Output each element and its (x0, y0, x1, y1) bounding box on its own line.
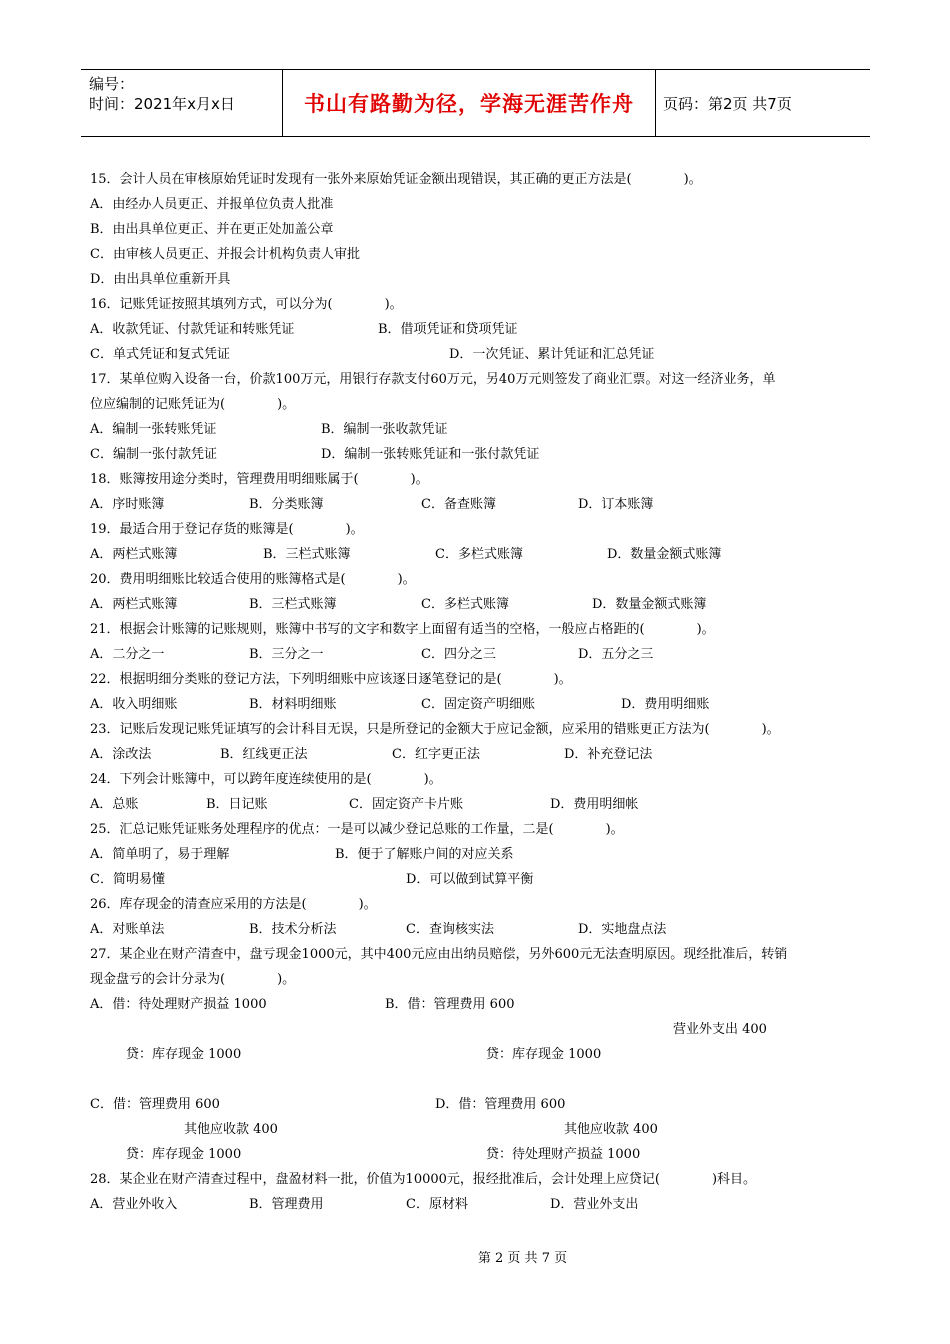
number-label: 编号： (89, 75, 135, 93)
line-text: 其他应收款 400 (184, 1122, 278, 1137)
line-text: D．五分之三 (578, 647, 654, 662)
line-text: D．营业外支出 (550, 1197, 639, 1212)
line-text: C．多栏式账簿 (421, 597, 509, 612)
line-text: 19．最适合用于登记存货的账簿是( )。 (90, 522, 364, 537)
page-footer: 第 2 页 共 7 页 (477, 1251, 568, 1266)
header-divider (655, 70, 656, 136)
line-text: A．由经办人员更正、并报单位负责人批准 (90, 197, 334, 212)
text-line (90, 795, 865, 820)
text-line (90, 445, 865, 470)
line-text: A．二分之一 (90, 647, 165, 662)
text-line (90, 1145, 865, 1170)
text-line (90, 1045, 865, 1070)
line-text: B．材料明细账 (249, 697, 337, 712)
line-text: 其他应收款 400 (564, 1122, 658, 1137)
text-line (90, 1120, 865, 1145)
line-text: C．单式凭证和复式凭证 (90, 347, 230, 362)
text-line (90, 320, 865, 345)
question-list (90, 170, 865, 1220)
line-text: 20．费用明细账比较适合使用的账簿格式是( )。 (90, 572, 416, 587)
line-text: B．管理费用 (249, 1197, 324, 1212)
line-text: B．红线更正法 (220, 747, 308, 762)
line-text: C．四分之三 (421, 647, 496, 662)
header-motto: 书山有路勤为径，学海无涯苦作舟 (304, 92, 634, 116)
line-text: 25．汇总记账凭证账务处理程序的优点：一是可以减少登记总账的工作量，二是( )。 (90, 822, 624, 837)
text-line (90, 670, 865, 695)
line-text: A．总账 (90, 797, 139, 812)
line-text: A．营业外收入 (90, 1197, 178, 1212)
line-text: A．两栏式账簿 (90, 597, 178, 612)
line-text: 贷：库存现金 1000 (126, 1047, 242, 1062)
line-text: D．由出具单位重新开具 (90, 272, 231, 287)
header-page-label: 页码：第2页 共7页 (663, 95, 792, 113)
text-line (90, 845, 865, 870)
line-text: C．固定资产卡片账 (349, 797, 463, 812)
line-text: D．借：管理费用 600 (435, 1097, 566, 1112)
text-line (90, 345, 865, 370)
text-line (90, 370, 865, 395)
line-text: 18．账簿按用途分类时，管理费用明细账属于( )。 (90, 472, 429, 487)
line-text: B．分类账簿 (249, 497, 324, 512)
text-line (90, 995, 865, 1020)
text-line (90, 170, 865, 195)
text-line (90, 245, 865, 270)
blank-line (90, 1070, 865, 1095)
line-text: B．借：管理费用 600 (385, 997, 515, 1012)
text-line (90, 570, 865, 595)
text-line (90, 1095, 865, 1120)
line-text: 贷：库存现金 1000 (486, 1047, 602, 1062)
line-text: 28．某企业在财产清查过程中，盘盈材料一批，价值为10000元，报经批准后，会计处理上应贷记( )科目。 (90, 1172, 757, 1187)
text-line (90, 420, 865, 445)
line-text: B．三栏式账簿 (263, 547, 351, 562)
text-line (90, 645, 865, 670)
date-label: 时间：2021年x月x日 (89, 95, 235, 113)
text-line (90, 1195, 865, 1220)
line-text: C．借：管理费用 600 (90, 1097, 220, 1112)
line-text: 现金盘亏的会计分录为( )。 (90, 972, 296, 987)
line-text: D．可以做到试算平衡 (406, 872, 534, 887)
line-text: B．由出具单位更正、并在更正处加盖公章 (90, 222, 334, 237)
line-text: C．编制一张付款凭证 (90, 447, 217, 462)
line-text: C．固定资产明细账 (421, 697, 535, 712)
line-text: A．收款凭证、付款凭证和转账凭证 (90, 322, 295, 337)
line-text: 24．下列会计账簿中，可以跨年度连续使用的是( )。 (90, 772, 442, 787)
text-line (90, 770, 865, 795)
text-line (90, 920, 865, 945)
line-text: A．两栏式账簿 (90, 547, 178, 562)
text-line (90, 970, 865, 995)
text-line (90, 720, 865, 745)
line-text: D．编制一张转账凭证和一张付款凭证 (321, 447, 540, 462)
line-text: 16．记账凭证按照其填列方式，可以分为( )。 (90, 297, 403, 312)
line-text: 贷：库存现金 1000 (126, 1147, 242, 1162)
line-text: D．数量金额式账簿 (592, 597, 707, 612)
line-text: C．多栏式账簿 (435, 547, 523, 562)
text-line (90, 495, 865, 520)
text-line (90, 1020, 865, 1045)
text-line (90, 195, 865, 220)
text-line (90, 870, 865, 895)
line-text: A．涂改法 (90, 747, 152, 762)
line-text: 23．记账后发现记账凭证填写的会计科目无误，只是所登记的金额大于应记金额，应采用的错账更正方法为( )。 (90, 722, 780, 737)
text-line (90, 545, 865, 570)
line-text: B．便于了解账户间的对应关系 (335, 847, 514, 862)
text-line (90, 220, 865, 245)
line-text: 营业外支出 400 (673, 1022, 767, 1037)
line-text: C．红字更正法 (392, 747, 480, 762)
line-text: A．收入明细账 (90, 697, 178, 712)
line-text: 贷：待处理财产损益 1000 (486, 1147, 641, 1162)
line-text: A．序时账簿 (90, 497, 165, 512)
line-text: 21．根据会计账簿的记账规则，账簿中书写的文字和数字上面留有适当的空格，一般应占格距的( )。 (90, 622, 715, 637)
text-line (90, 745, 865, 770)
line-text: 26．库存现金的清查应采用的方法是( )。 (90, 897, 377, 912)
line-text: 17．某单位购入设备一台，价款100万元，用银行存款支付60万元，另40万元则签发了商业汇票。对这一经济业务，单 (90, 372, 776, 387)
line-text: 位应编制的记账凭证为( )。 (90, 397, 296, 412)
line-text: A．编制一张转账凭证 (90, 422, 217, 437)
line-text: B．三分之一 (249, 647, 324, 662)
text-line (90, 470, 865, 495)
line-text: B．三栏式账簿 (249, 597, 337, 612)
line-text: 22．根据明细分类账的登记方法，下列明细账中应该逐日逐笔登记的是( )。 (90, 672, 572, 687)
text-line (90, 295, 865, 320)
line-text: D．费用明细帐 (550, 797, 639, 812)
line-text: B．借项凭证和贷项凭证 (378, 322, 518, 337)
line-text: B．编制一张收款凭证 (321, 422, 448, 437)
line-text: C．查询核实法 (406, 922, 494, 937)
line-text: A．对账单法 (90, 922, 165, 937)
line-text: 15．会计人员在审核原始凭证时发现有一张外来原始凭证金额出现错误，其正确的更正方法是( )。 (90, 172, 702, 187)
page-header (81, 69, 870, 137)
line-text: C．简明易懂 (90, 872, 165, 887)
line-text: 27．某企业在财产清查中，盘亏现金1000元，其中400元应由出纳员赔偿，另外600元无法查明原因。现经批准后，转销 (90, 947, 788, 962)
text-line (90, 520, 865, 545)
line-text: D．数量金额式账簿 (607, 547, 722, 562)
header-meta (89, 74, 235, 114)
line-text: D．实地盘点法 (578, 922, 667, 937)
line-text: C．原材料 (406, 1197, 468, 1212)
line-text: D．一次凭证、累计凭证和汇总凭证 (449, 347, 655, 362)
text-line (90, 945, 865, 970)
text-line (90, 595, 865, 620)
line-text: C．备查账簿 (421, 497, 496, 512)
text-line (90, 1170, 865, 1195)
line-text: A．借：待处理财产损益 1000 (90, 997, 267, 1012)
text-line (90, 620, 865, 645)
line-text: D．订本账簿 (578, 497, 654, 512)
text-line (90, 270, 865, 295)
line-text: D．补充登记法 (564, 747, 653, 762)
line-text: B．日记账 (206, 797, 268, 812)
line-text: B．技术分析法 (249, 922, 337, 937)
text-line (90, 695, 865, 720)
line-text: D．费用明细账 (621, 697, 710, 712)
line-text: C．由审核人员更正、并报会计机构负责人审批 (90, 247, 360, 262)
text-line (90, 395, 865, 420)
line-text: A．简单明了，易于理解 (90, 847, 230, 862)
text-line (90, 895, 865, 920)
text-line (90, 820, 865, 845)
